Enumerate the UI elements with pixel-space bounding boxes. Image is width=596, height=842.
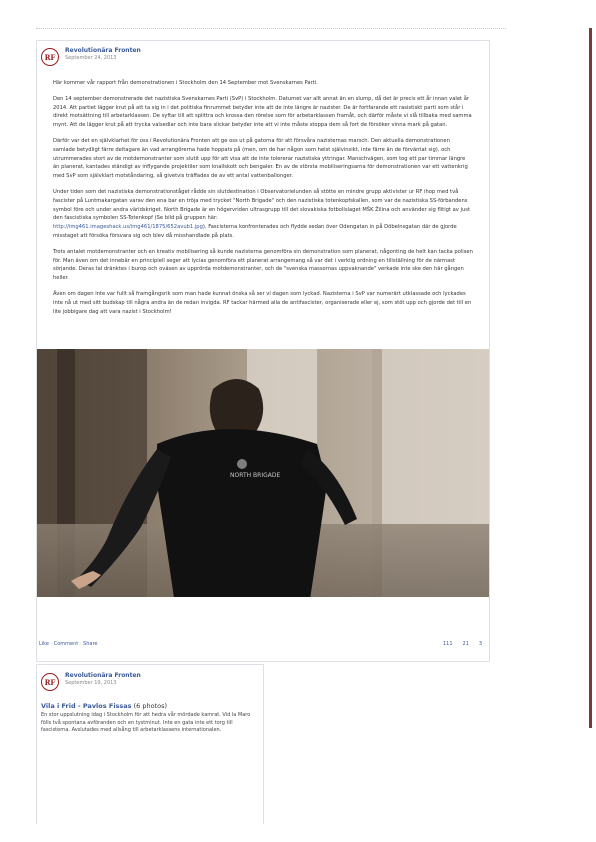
- top-divider: [36, 28, 506, 29]
- share-count[interactable]: 3: [478, 641, 483, 647]
- paragraph: Därför var det en självklarhet för oss i Revolutionära Fronten att ge oss ut på gatorna för att försvåra nazisternas marsch. Den aktuella demonstrationen samlade betydligt färre deltagare än vad arrangörerna hade hoppats på (men, om de har någon som helst självinsikt, inte färre än de förväntat sig), och utrummerades stort av de motdemonstranter som slutit upp för att visa att de inte tolererar nazistiska yttringar. Manschvägen, som tog ett par timmar längre än planerat, kantades ständigt av inflygande projektiler som knallskott och bengaler. En av de största mobiliseringsarna för demonstrationen var ett vattenkrig med SvP som självklart motståndaring, så givetvis träffades de av ett antal vattenballonger.: [53, 137, 468, 180]
- paragraph: Den 14 september demonstrerade det nazistiska Svenskarnes Parti (SvP) i Stockholm. Datumet var allt annat än en slump, då det är precis ett år innan valet år 2014. Att partiet lägger krut på att ta sig in i det politiska finrummet betyder inte att de inte längre är nazister. De är fortfarande ett rasistiskt parti som står i direkt motsättning till arbetarklassen. De syftar till att splittra och krossa den rörelse som för arbetarklassen framåt, och därför måste vi slå tillbaka med samma mynt. Att de lägger krut på att trycka valsedlar och inte bara slickar betyder inte att vi inte måste stoppa dem så fort de försöker vinna mark på gatan.: [53, 95, 472, 129]
- post-actions: [39, 641, 97, 647]
- post-date[interactable]: September 19, 2013: [65, 680, 117, 686]
- post-body: [53, 79, 473, 323]
- share-button[interactable]: Share: [83, 641, 98, 647]
- right-edge-bar: [589, 28, 592, 728]
- post-header: [41, 672, 141, 691]
- album-link[interactable]: Vila i Frid - Pavlos Fissas: [41, 702, 132, 710]
- post-meta: [65, 672, 141, 687]
- post-photo[interactable]: [37, 349, 489, 597]
- rf-logo-icon[interactable]: RF: [41, 673, 59, 691]
- comment-count[interactable]: 21: [462, 641, 469, 647]
- paragraph: Trots antalet motdemonstranter och en kreativ mobilisering så kunde nazisterna genomföra sin demonstration som planerat, någonting de helt kan tacka polisen för. Man även om det innebär en principiell seger att lycias genomföra ett planerat arrangemang så var det i verklig ordning en tillställning för de närmast sörjande. Deras tal dränktes i burop och oväsen av upprörda motdemonstranter, och de "svenska massornas uppvaknande" verkade inte ske den här gången heller.: [53, 248, 473, 282]
- page-name-link[interactable]: Revolutionära Fronten: [65, 47, 141, 54]
- separator: ·: [79, 641, 82, 647]
- separator: ·: [50, 641, 53, 647]
- photo-scene: [37, 349, 489, 597]
- shirt-emblem-icon: [237, 459, 247, 469]
- album-description: En stor uppslutning idag i Stockholm för att hedra vår mördade kamrat. Vid la Maro fölls två spontana avföranden och en tystminut. Inte en gata inte ett torg till fascisterna. Avslutades med allsång till arbetarklassens internationalen.: [41, 712, 251, 733]
- album-count: (6 photos): [133, 702, 168, 710]
- paragraph-text: ). Fascisterna konfronterades och flydde sedan över Odengatan in på Döbelnsgatan där de gjorde misstaget att försöka försvara sig och blev då misshandlade på plats.: [53, 224, 457, 239]
- page-name-link[interactable]: Revolutionära Fronten: [65, 672, 141, 679]
- paragraph: Även om dagen inte var fullt så framgångsrik som man hade kunnat önska så ser vi dagen som lyckad. Nazisterna i SvP var numerärt utklassade och lyckades inte nå ut med sitt budskap till några andra än de redan invigda. RF tackar härmed alla de antifascister, organiserade eller ej, som stöt upp och gjorde det till en lite jobbigare dag att vara nazist i Stockholm!: [53, 290, 472, 315]
- post-date[interactable]: September 24, 2013: [65, 55, 117, 61]
- shirt-text: NORTH BRIGADE: [230, 472, 281, 479]
- feed-post: [36, 664, 264, 824]
- paragraph: [53, 188, 473, 241]
- paragraph-text: Under tiden som det nazistiska demonstrationståget rådde sin slutdestination i Observatorielunden så stötte en mindre grupp aktivister ur RF ihop med två fascister på Luntmakargatan varav den ena bar en tröja med trycket "North Brigade" och den nazistiska totenkopfskallen, som var de nazistiska SS-förbandens symbol före och under andra världskriget. North Brigade är en högervriden ultrasgrupp till det slovakiska fotbollslaget MŠK Žilina och använder sig flitigt av just den fascistiska symbolen SS-Totenkopf (Se bild på gruppen här:: [53, 188, 470, 222]
- comment-button[interactable]: Comment: [53, 641, 79, 647]
- image-link[interactable]: http://img461.imageshack.us/img461/1875/652avub1.jpg: [53, 224, 203, 231]
- post-meta: [65, 47, 141, 62]
- like-count[interactable]: 111: [443, 641, 453, 647]
- post-header: [41, 47, 141, 66]
- like-button[interactable]: Like: [39, 641, 49, 647]
- post-counts: [443, 641, 482, 647]
- album-title: [41, 702, 167, 710]
- paragraph: Här kommer vår rapport från demonstrationen i Stockholm den 14 September mot Svenskarnes Parti.: [53, 80, 318, 86]
- rf-logo-icon[interactable]: RF: [41, 48, 59, 66]
- feed-post: [36, 40, 490, 662]
